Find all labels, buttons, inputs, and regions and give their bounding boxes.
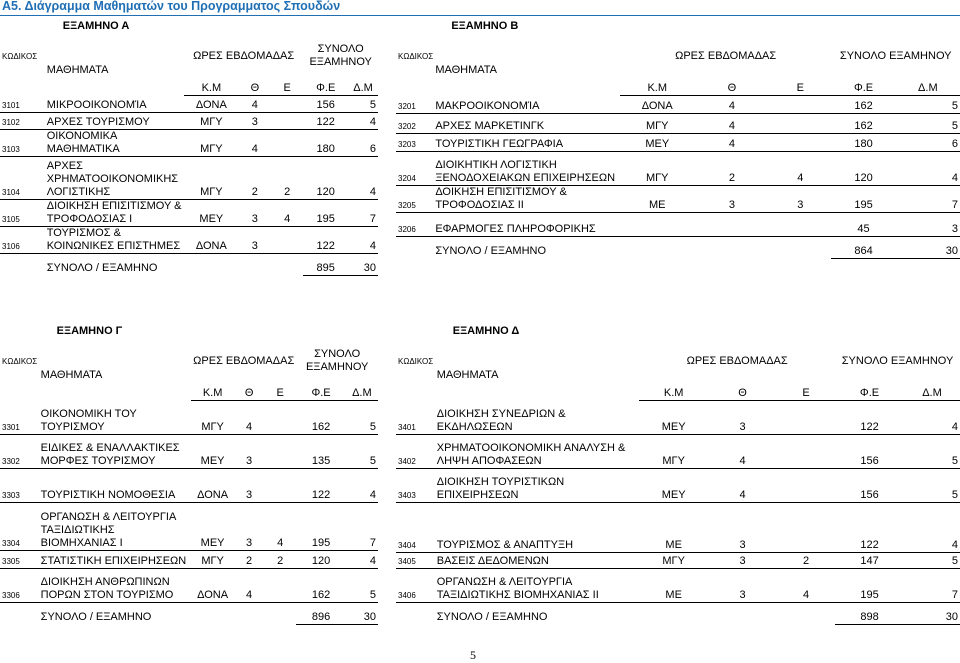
course-km: ΔΟΝΑ	[184, 226, 239, 253]
semester-total-label: ΣΥΝΟΛΟ / ΕΞΑΜΗΝΟ	[46, 262, 158, 274]
course-row	[0, 129, 378, 156]
course-lab: 4	[264, 502, 296, 550]
th-header: Θ	[695, 79, 770, 95]
course-ects: 5	[896, 95, 960, 113]
course-code: 3304	[0, 502, 39, 550]
course-km: ΜΓΥ	[184, 112, 239, 129]
course-theory: 4	[708, 468, 777, 502]
course-title: ΔΙΟΙΚΗΣΗ ΤΟΥΡΙΣΤΙΚΩΝ ΕΠΙΧΕΙΡΗΣΕΩΝ	[435, 468, 639, 502]
course-row	[396, 113, 960, 133]
course-row	[396, 400, 960, 434]
course-km: ΔΟΝΑ	[620, 95, 695, 113]
course-lab: 4	[271, 199, 303, 226]
course-lab: 4	[777, 568, 835, 602]
course-lab	[769, 212, 831, 236]
semester-d-table	[396, 322, 960, 625]
course-workload: 162	[296, 400, 345, 434]
course-workload: 156	[835, 468, 904, 502]
course-km: ΜΕΥ	[191, 502, 234, 550]
course-theory: 3	[239, 226, 271, 253]
course-ects: 5	[904, 552, 960, 568]
course-title: ΔΙΟΙΚΗΣΗ ΑΝΘΡΩΠΙΝΩΝ ΠΟΡΩΝ ΣΤΟΝ ΤΟΥΡΙΣΜΟ	[39, 568, 191, 602]
page-number: 5	[470, 648, 476, 662]
course-theory: 3	[708, 552, 777, 568]
course-row	[396, 151, 960, 185]
dm-header: Δ.Μ	[346, 384, 378, 400]
th-header: Θ	[708, 384, 777, 400]
total-header: ΣΥΝΟΛΟ ΕΞΑΜΗΝΟΥ	[839, 49, 952, 62]
course-ects: 4	[904, 400, 960, 434]
course-title: ΔΙΟΙΚΗΣΗ ΕΠΙΣΙΤΙΣΜΟΥ & ΤΡΟΦΟΔΟΣΙΑΣ Ι	[45, 199, 184, 226]
km-header: Κ.Μ	[620, 79, 695, 95]
course-km: ΜΕ	[620, 185, 695, 212]
course-theory: 3	[239, 112, 271, 129]
course-row	[396, 468, 960, 502]
course-code: 3101	[0, 95, 45, 112]
course-workload: 162	[296, 568, 345, 602]
course-theory	[695, 212, 770, 236]
course-ects: 5	[346, 434, 378, 468]
course-theory: 3	[239, 199, 271, 226]
total-header: ΣΥΝΟΛΟ ΕΞΑΜΗΝΟΥ	[309, 43, 372, 68]
course-km: ΜΕΥ	[639, 468, 708, 502]
semester-total-workload: 864	[831, 236, 895, 258]
course-ects: 4	[346, 468, 378, 502]
course-theory: 3	[708, 400, 777, 434]
course-ects: 7	[896, 185, 960, 212]
course-km: ΜΓΥ	[639, 434, 708, 468]
course-lab: 4	[769, 151, 831, 185]
course-workload: 195	[303, 199, 348, 226]
course-row	[0, 434, 378, 468]
course-ects: 5	[346, 568, 378, 602]
course-ects: 5	[346, 400, 378, 434]
course-title: ΟΡΓΑΝΩΣΗ & ΛΕΙΤΟΥΡΓΙΑ ΤΑΞΙΔΙΩΤΙΚΗΣ ΒΙΟΜΗΧΑΝΙΑΣ Ι	[39, 502, 191, 550]
semester-b-table	[396, 17, 960, 259]
course-km: ΜΓΥ	[639, 552, 708, 568]
course-code: 3105	[0, 199, 45, 226]
course-row	[0, 199, 378, 226]
th-header: Θ	[234, 384, 264, 400]
weekly-hours-header: ΩΡΕΣ ΕΒΔΟΜΑΔΑΣ	[193, 354, 295, 367]
code-header: ΚΩΔΙΚΟΣ	[2, 356, 38, 366]
code-header: ΚΩΔΙΚΟΣ	[398, 51, 434, 61]
course-code: 3201	[396, 95, 433, 113]
course-theory: 4	[234, 568, 264, 602]
course-theory: 4	[695, 133, 770, 151]
course-workload: 195	[831, 185, 895, 212]
course-row	[0, 400, 378, 434]
course-theory: 2	[239, 156, 271, 199]
course-theory: 4	[695, 113, 770, 133]
course-code: 3102	[0, 112, 45, 129]
course-workload: 195	[296, 502, 345, 550]
course-workload: 180	[831, 133, 895, 151]
course-title: ΜΑΚΡΟΟΙΚΟΝΟΜΊΑ	[433, 95, 620, 113]
course-lab	[264, 434, 296, 468]
semester-c-table	[0, 322, 378, 625]
course-title: ΟΙΚΟΝΟΜΙΚΑ ΜΑΘΗΜΑΤΙΚΑ	[45, 129, 184, 156]
course-lab: 2	[264, 550, 296, 568]
course-ects: 6	[896, 133, 960, 151]
semester-a-table	[0, 17, 378, 276]
course-code: 3305	[0, 550, 39, 568]
course-title: ΤΟΥΡΙΣΤΙΚΗ ΓΕΩΓΡΑΦΙΑ	[433, 133, 620, 151]
course-code: 3303	[0, 468, 39, 502]
course-code: 3405	[396, 552, 435, 568]
km-header: Κ.Μ	[191, 384, 234, 400]
course-title: ΑΡΧΕΣ ΤΟΥΡΙΣΜΟΥ	[45, 112, 184, 129]
course-lab	[271, 95, 303, 112]
course-row	[396, 133, 960, 151]
course-theory: 2	[695, 151, 770, 185]
course-theory: 3	[234, 502, 264, 550]
courses-header: ΜΑΘΗΜΑΤΑ	[46, 64, 109, 76]
course-km: ΜΕ	[639, 568, 708, 602]
course-ects: 4	[348, 112, 378, 129]
course-km: ΜΓΥ	[191, 400, 234, 434]
course-row	[0, 468, 378, 502]
course-title: ΕΦΑΡΜΟΓΕΣ ΠΛΗΡΟΦΟΡΙΚΗΣ	[433, 212, 620, 236]
course-workload: 122	[303, 226, 348, 253]
course-title: ΔΙΟΙΚΗΤΙΚΗ ΛΟΓΙΣΤΙΚΗ ΞΕΝΟΔΟΧΕΙΑΚΩΝ ΕΠΙΧΕΙΡΗΣΕΩΝ	[433, 151, 620, 185]
course-ects: 4	[346, 550, 378, 568]
course-workload: 122	[296, 468, 345, 502]
course-km: ΜΕΥ	[620, 133, 695, 151]
course-row	[0, 502, 378, 550]
course-row	[0, 156, 378, 199]
course-km	[620, 212, 695, 236]
course-workload: 120	[303, 156, 348, 199]
course-code: 3401	[396, 400, 435, 434]
course-lab	[264, 400, 296, 434]
course-row	[396, 434, 960, 468]
course-km: ΜΓΥ	[191, 550, 234, 568]
course-code: 3104	[0, 156, 45, 199]
course-km: ΜΕΥ	[184, 199, 239, 226]
course-lab	[271, 112, 303, 129]
course-title: ΣΤΑΤΙΣΤΙΚΗ ΕΠΙΧΕΙΡΗΣΕΩΝ	[39, 550, 191, 568]
course-lab	[777, 502, 835, 552]
course-ects: 4	[348, 156, 378, 199]
total-header: ΣΥΝΟΛΟ ΕΞΑΜΗΝΟΥ	[305, 348, 369, 373]
dm-header: Δ.Μ	[348, 79, 378, 95]
course-lab	[769, 113, 831, 133]
semester-name: ΕΞΑΜΗΝΟ Α	[62, 20, 130, 32]
fe-header: Φ.Ε	[303, 79, 348, 95]
course-km: ΔΟΝΑ	[191, 468, 234, 502]
course-theory: 3	[234, 434, 264, 468]
semester-total-label: ΣΥΝΟΛΟ / ΕΞΑΜΗΝΟ	[436, 611, 548, 623]
course-theory: 3	[708, 568, 777, 602]
course-workload: 122	[835, 502, 904, 552]
weekly-hours-header: ΩΡΕΣ ΕΒΔΟΜΑΔΑΣ	[686, 354, 788, 367]
course-theory: 4	[695, 95, 770, 113]
course-lab	[777, 468, 835, 502]
semester-total-ects: 30	[346, 602, 378, 624]
course-workload: 147	[835, 552, 904, 568]
course-title: ΑΡΧΕΣ ΜΑΡΚΕΤΙΝΓΚ	[433, 113, 620, 133]
course-km: ΜΕΥ	[639, 400, 708, 434]
semester-total-workload: 895	[303, 253, 348, 275]
course-km: ΜΕΥ	[191, 434, 234, 468]
e-header: Ε	[264, 384, 296, 400]
course-lab	[271, 226, 303, 253]
course-workload: 180	[303, 129, 348, 156]
page-title: Α5. Διάγραμμα Μαθηματών του Προγραμματος Σπουδών	[2, 0, 341, 13]
course-lab	[271, 129, 303, 156]
course-workload: 156	[835, 434, 904, 468]
course-code: 3406	[396, 568, 435, 602]
course-row	[0, 112, 378, 129]
km-header: Κ.Μ	[184, 79, 239, 95]
course-code: 3203	[396, 133, 433, 151]
semester-total-ects: 30	[348, 253, 378, 275]
weekly-hours-header: ΩΡΕΣ ΕΒΔΟΜΑΔΑΣ	[675, 49, 777, 62]
course-km: ΜΓΥ	[620, 151, 695, 185]
course-code: 3206	[396, 212, 433, 236]
fe-header: Φ.Ε	[831, 79, 895, 95]
courses-header: ΜΑΘΗΜΑΤΑ	[40, 369, 103, 381]
course-row	[396, 552, 960, 568]
course-lab	[264, 468, 296, 502]
course-row	[0, 95, 378, 112]
course-code: 3204	[396, 151, 433, 185]
semester-total-workload: 898	[835, 602, 904, 624]
course-code: 3404	[396, 502, 435, 552]
courses-header: ΜΑΘΗΜΑΤΑ	[436, 369, 499, 381]
course-workload: 135	[296, 434, 345, 468]
courses-header: ΜΑΘΗΜΑΤΑ	[435, 64, 498, 76]
course-ects: 7	[346, 502, 378, 550]
course-theory: 3	[708, 502, 777, 552]
course-theory: 3	[234, 468, 264, 502]
course-lab	[769, 133, 831, 151]
course-workload: 45	[831, 212, 895, 236]
semester-name: ΕΞΑΜΗΝΟ Γ	[56, 325, 123, 337]
semester-total-label: ΣΥΝΟΛΟ / ΕΞΑΜΗΝΟ	[435, 245, 547, 257]
course-ects: 5	[348, 95, 378, 112]
course-code: 3301	[0, 400, 39, 434]
course-title: ΧΡΗΜΑΤΟΟΙΚΟΝΟΜΙΚΗ ΑΝΑΛΥΣΗ & ΛΗΨΗ ΑΠΟΦΑΣΕΩΝ	[435, 434, 639, 468]
course-row	[396, 568, 960, 602]
course-lab	[264, 568, 296, 602]
course-code: 3106	[0, 226, 45, 253]
semester-total-workload: 896	[296, 602, 345, 624]
course-row	[396, 95, 960, 113]
course-code: 3402	[396, 434, 435, 468]
course-ects: 5	[896, 113, 960, 133]
e-header: Ε	[769, 79, 831, 95]
course-ects: 5	[904, 434, 960, 468]
dm-header: Δ.Μ	[904, 384, 960, 400]
course-theory: 4	[239, 95, 271, 112]
course-km: ΜΕ	[639, 502, 708, 552]
course-km: ΜΓΥ	[620, 113, 695, 133]
code-header: ΚΩΔΙΚΟΣ	[2, 51, 38, 61]
course-ects: 4	[904, 502, 960, 552]
course-title: ΟΙΚΟΝΟΜΙΚΗ ΤΟΥ ΤΟΥΡΙΣΜΟΥ	[39, 400, 191, 434]
course-title: ΜΙΚΡΟΟΙΚΟΝΟΜΊΑ	[45, 95, 184, 112]
course-lab	[777, 400, 835, 434]
course-theory: 4	[708, 434, 777, 468]
course-title: ΟΡΓΑΝΩΣΗ & ΛΕΙΤΟΥΡΓΙΑ ΤΑΞΙΔΙΩΤΙΚΗΣ ΒΙΟΜΗΧΑΝΙΑΣ ΙΙ	[435, 568, 639, 602]
course-row	[396, 185, 960, 212]
course-ects: 4	[348, 226, 378, 253]
course-km: ΔΟΝΑ	[191, 568, 234, 602]
semester-total-label: ΣΥΝΟΛΟ / ΕΞΑΜΗΝΟ	[40, 611, 152, 623]
course-lab	[777, 434, 835, 468]
course-theory: 4	[239, 129, 271, 156]
course-title: ΤΟΥΡΙΣΜΟΣ & ΑΝΑΠΤΥΞΗ	[435, 502, 639, 552]
code-header: ΚΩΔΙΚΟΣ	[398, 356, 434, 366]
course-theory: 2	[234, 550, 264, 568]
course-ects: 3	[896, 212, 960, 236]
course-title: ΔΙΟΙΚΗΣΗ ΣΥΝΕΔΡΙΩΝ & ΕΚΔΗΛΩΣΕΩΝ	[435, 400, 639, 434]
course-row	[0, 226, 378, 253]
course-lab: 3	[769, 185, 831, 212]
semester-name: ΕΞΑΜΗΝΟ Δ	[452, 325, 520, 337]
th-header: Θ	[239, 79, 271, 95]
course-ects: 4	[896, 151, 960, 185]
course-code: 3403	[396, 468, 435, 502]
course-workload: 120	[296, 550, 345, 568]
course-workload: 195	[835, 568, 904, 602]
course-row	[0, 568, 378, 602]
weekly-hours-header: ΩΡΕΣ ΕΒΔΟΜΑΔΑΣ	[193, 49, 295, 62]
course-ects: 7	[904, 568, 960, 602]
course-workload: 122	[303, 112, 348, 129]
e-header: Ε	[777, 384, 835, 400]
course-code: 3306	[0, 568, 39, 602]
dm-header: Δ.Μ	[896, 79, 960, 95]
course-title: ΕΙΔΙΚΕΣ & ΕΝΑΛΛΑΚΤΙΚΕΣ ΜΟΡΦΕΣ ΤΟΥΡΙΣΜΟΥ	[39, 434, 191, 468]
course-ects: 5	[904, 468, 960, 502]
course-lab: 2	[271, 156, 303, 199]
course-lab: 2	[777, 552, 835, 568]
course-ects: 7	[348, 199, 378, 226]
e-header: Ε	[271, 79, 303, 95]
course-theory: 4	[234, 400, 264, 434]
course-title: ΒΑΣΕΙΣ ΔΕΔΟΜΕΝΩΝ	[435, 552, 639, 568]
course-code: 3205	[396, 185, 433, 212]
course-code: 3103	[0, 129, 45, 156]
course-row	[396, 212, 960, 236]
course-title: ΤΟΥΡΙΣΜΟΣ & ΚΟΙΝΩΝΙΚΕΣ ΕΠΙΣΤΗΜΕΣ	[45, 226, 184, 253]
course-row	[396, 502, 960, 552]
course-workload: 162	[831, 113, 895, 133]
course-code: 3202	[396, 113, 433, 133]
fe-header: Φ.Ε	[296, 384, 345, 400]
semester-total-ects: 30	[896, 236, 960, 258]
total-header: ΣΥΝΟΛΟ ΕΞΑΜΗΝΟΥ	[841, 354, 954, 367]
course-workload: 162	[831, 95, 895, 113]
fe-header: Φ.Ε	[835, 384, 904, 400]
course-km: ΜΓΥ	[184, 156, 239, 199]
course-ects: 6	[348, 129, 378, 156]
course-workload: 122	[835, 400, 904, 434]
semester-name: ΕΞΑΜΗΝΟ Β	[451, 20, 519, 32]
km-header: Κ.Μ	[639, 384, 708, 400]
course-km: ΔΟΝΑ	[184, 95, 239, 112]
course-km: ΜΓΥ	[184, 129, 239, 156]
semester-total-ects: 30	[904, 602, 960, 624]
course-title: ΤΟΥΡΙΣΤΙΚΗ ΝΟΜΟΘΕΣΙΑ	[39, 468, 191, 502]
course-code: 3302	[0, 434, 39, 468]
course-theory: 3	[695, 185, 770, 212]
course-workload: 156	[303, 95, 348, 112]
course-workload: 120	[831, 151, 895, 185]
course-title: ΑΡΧΕΣ ΧΡΗΜΑΤΟΟΙΚΟΝΟΜΙΚΗΣ ΛΟΓΙΣΤΙΚΗΣ	[45, 156, 184, 199]
course-lab	[769, 95, 831, 113]
course-title: ΔΟΙΚΗΣΗ ΕΠΙΣΙΤΙΣΜΟΥ & ΤΡΟΦΟΔΟΣΙΑΣ ΙΙ	[433, 185, 620, 212]
page-title-bar	[0, 0, 960, 16]
course-row	[0, 550, 378, 568]
